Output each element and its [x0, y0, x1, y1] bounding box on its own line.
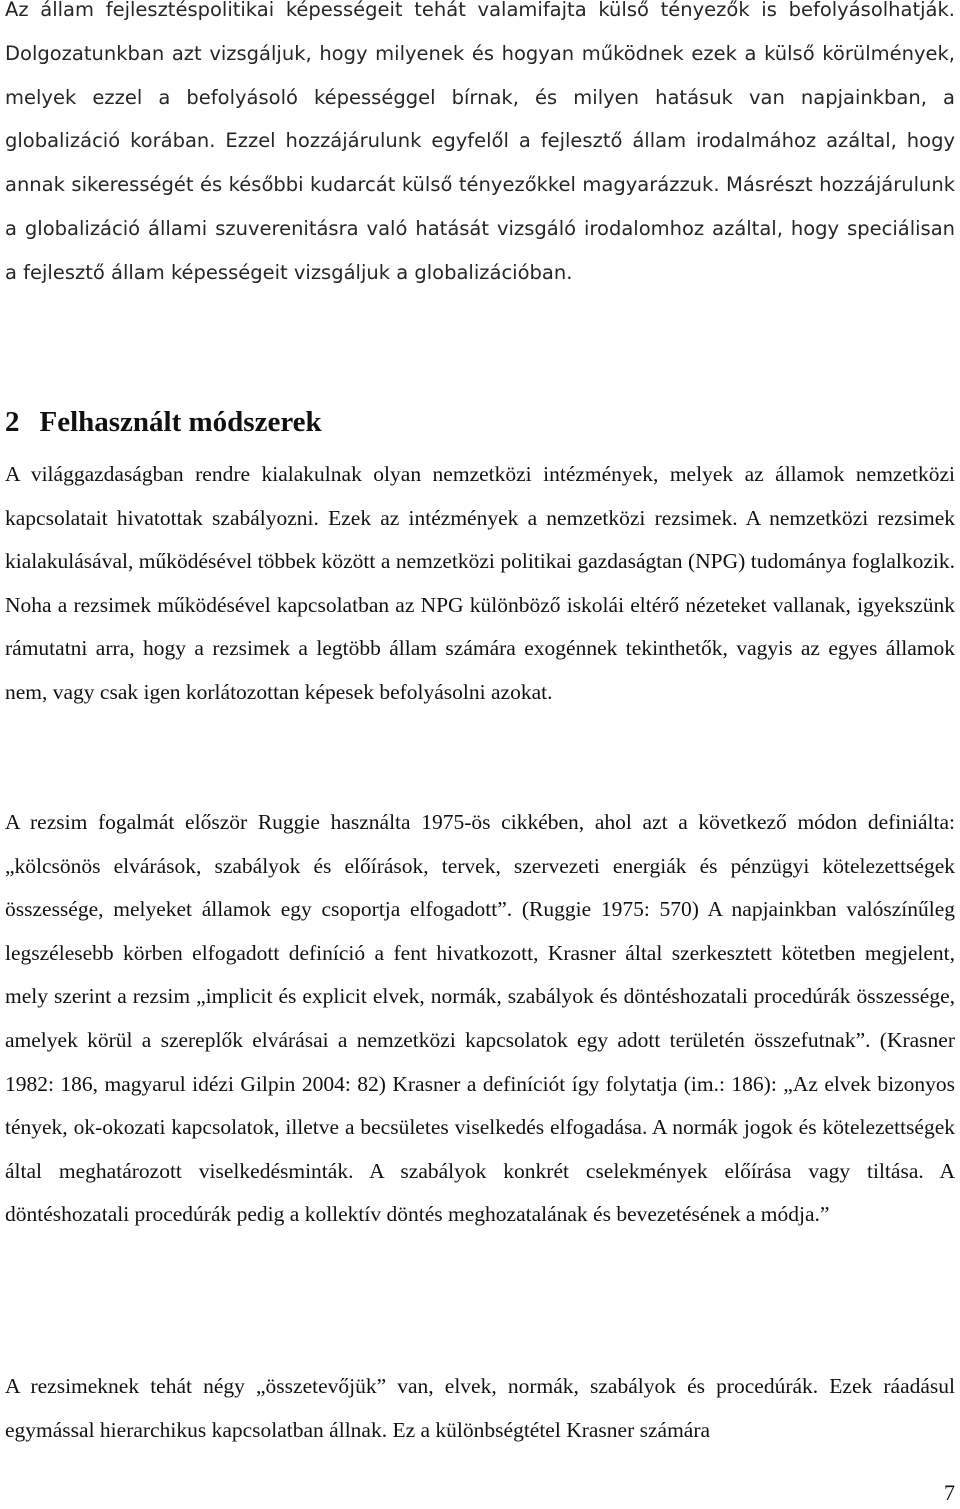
page-number: 7 [944, 1480, 955, 1505]
paragraph-regime-components: A rezsimeknek tehát négy „összetevőjük” van, elvek, normák, szabályok és procedúrák. Ezek ráadásul egymással hierarchikus kapcsolatban állnak. Ez a különbségtétel Krasner számára [5, 1374, 955, 1442]
section-heading [5, 402, 322, 442]
paragraph-intro: Az állam fejlesztéspolitikai képességeit tehát valamifajta külső tényezők is befolyásolhatják. Dolgozatunkban azt vizsgáljuk, hogy milyenek és hogyan működnek ezek a külső körülmények, melyek ezzel a befolyásoló képességgel bírnak, és milyen hatásuk van napjainkban, a globalizáció korában. Ezzel hozzájárulunk egyfelől a fejlesztő állam irodalmához azáltal, hogy annak sikerességét és későbbi kudarcát külső tényezőkkel magyarázzuk. Másrészt hozzájárulunk a globalizáció állami szuverenitásra való hatását vizsgáló irodalomhoz azáltal, hogy speciálisan a fejlesztő állam képességeit vizsgáljuk a globalizációban. [5, 0, 955, 284]
paragraph-regimes-intro: A világgazdaságban rendre kialakulnak olyan nemzetközi intézmények, melyek az államok nemzetközi kapcsolatait hivatottak szabályozni. Ezek az intézmények a nemzetközi rezsimek. A nemzetközi rezsimek kialakulásával, működésével többek között a nemzetközi politikai gazdaságtan (NPG) tudománya foglalkozik. Noha a rezsimek működésével kapcsolatban az NPG különböző iskolái eltérő nézeteket vallanak, igyekszünk rámutatni arra, hogy a rezsimek a legtöbb állam számára exogénnek tekinthetők, vagyis az egyes államok nem, vagy csak igen korlátozottan képesek befolyásolni azokat. [5, 462, 955, 704]
paragraph-regime-definition: A rezsim fogalmát először Ruggie használta 1975-ös cikkében, ahol azt a következő módon definiálta: „kölcsönös elvárások, szabályok és előírások, tervek, szervezeti energiák és pénzügyi kötelezettségek összessége, melyeket államok egy csoportja elfogadott”. (Ruggie 1975: 570) A napjainkban valószínűleg legszélesebb körben elfogadott definíció a fent hivatkozott, Krasner által szerkesztett kötetben megjelent, mely szerint a rezsim „implicit és explicit elvek, normák, szabályok és döntéshozatali procedúrák összessége, amelyek körül a szereplők elvárásai a nemzetközi kapcsolatok egy adott területén összefutnak”. (Krasner 1982: 186, magyarul idézi Gilpin 2004: 82) Krasner a definíciót így folytatja (im.: 186): „Az elvek bizonyos tények, ok-okozati kapcsolatok, illetve a becsületes viselkedés elfogadása. A normák jogok és kötelezettségek által meghatározott viselkedésminták. A szabályok konkrét cselekmények előírása vagy tiltása. A döntéshozatali procedúrák pedig a kollektív döntés meghozatalának és bevezetésének a módja.” [5, 810, 955, 1227]
section-number: 2 [5, 406, 20, 438]
section-title: Felhasznált módszerek [39, 406, 322, 438]
document-page [5, 0, 955, 1442]
